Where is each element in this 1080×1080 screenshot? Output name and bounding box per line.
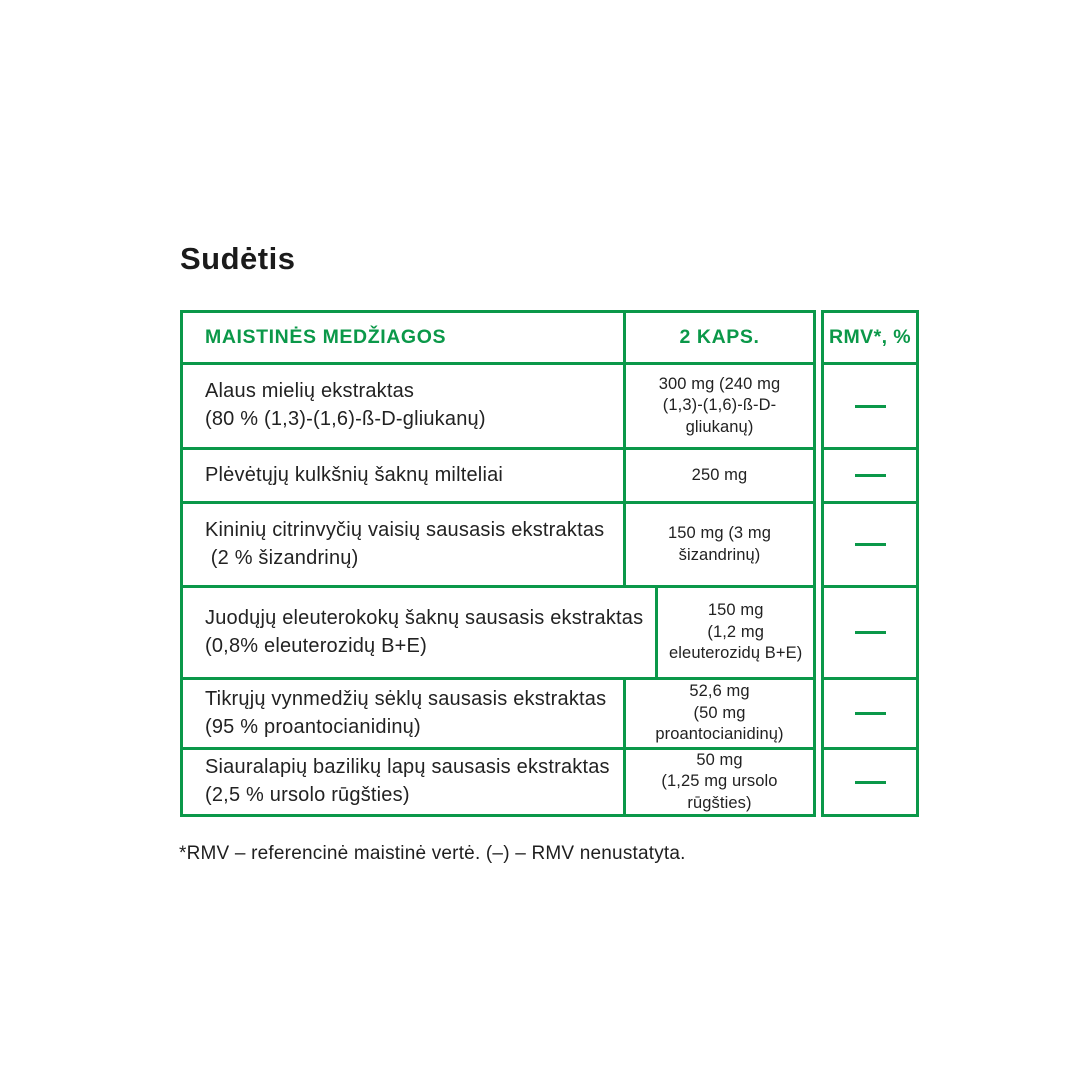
nutrient-name-line1: Kininių citrinvyčių vaisių sausasis ekstraktas: [205, 518, 605, 541]
nutrient-name-line1: Juodųjų eleuterokokų šaknų sausasis ekstraktas: [205, 606, 644, 629]
rmv-dash: [855, 631, 886, 634]
amount-cell: [623, 365, 813, 447]
nutrient-name-cell: [183, 365, 623, 447]
nutrient-name-line2: (95 % proantocianidinų): [205, 715, 421, 738]
table-row: [183, 588, 813, 680]
rmv-cell: [824, 750, 916, 814]
rmv-cell: [824, 504, 916, 588]
rmv-cell: [824, 588, 916, 680]
rmv-cell: [824, 680, 916, 750]
composition-table: [180, 310, 919, 817]
amount-cell: [623, 750, 813, 814]
amount-line2: (1,2 mg eleuterozidų B+E): [669, 622, 803, 663]
rmv-dash: [855, 543, 886, 546]
table-row: [183, 750, 813, 814]
nutrient-name-line1: Siauralapių bazilikų lapų sausasis ekstraktas: [205, 756, 610, 779]
table-row: [183, 680, 813, 750]
table-row: [183, 504, 813, 588]
rmv-dash: [855, 781, 886, 784]
table-row: [183, 365, 813, 450]
nutrient-name-line2: (0,8% eleuterozidų B+E): [205, 634, 427, 657]
amount-line2: (1,3)-(1,6)-ß-D-gliukanų): [662, 396, 777, 436]
nutrient-name-cell: [183, 504, 623, 585]
amount-cell: [623, 504, 813, 585]
amount-line2: (50 mg proantocianidinų): [655, 703, 784, 744]
nutrient-name-cell: [183, 680, 623, 747]
nutrients-amounts-box: [180, 310, 816, 817]
nutrient-name-line1: Tikrųjų vynmedžių sėklų sausasis ekstraktas: [205, 687, 607, 710]
rmv-dash: [855, 712, 886, 715]
rmv-column-box: [821, 310, 919, 817]
table-header-row: [183, 313, 813, 365]
nutrient-name-line2: (80 % (1,3)-(1,6)-ß-D-gliukanų): [205, 408, 486, 430]
nutrient-name-cell: [183, 588, 655, 677]
amount-line1: 300 mg (240 mg: [658, 374, 781, 393]
amount-line1: 150 mg (3 mg šizandrinų): [668, 524, 771, 564]
amount-line1: 50 mg: [696, 750, 743, 769]
amount-line1: 52,6 mg: [689, 682, 750, 701]
rmv-cell: [824, 450, 916, 504]
nutrient-name-cell: [183, 750, 623, 814]
rmv-cell: [824, 365, 916, 450]
rmv-dash: [855, 405, 886, 408]
rmv-footnote: *RMV – referencinė maistinė vertė. (–) – RMV nenustatyta.: [179, 843, 686, 864]
nutrient-name-line2: (2 % šizandrinų): [205, 546, 359, 569]
header-per-serving: 2 KAPS.: [623, 313, 813, 362]
nutrient-name-line2: (2,5 % ursolo rūgšties): [205, 784, 410, 806]
nutrient-name-cell: [183, 450, 623, 501]
rmv-dash: [855, 474, 886, 477]
rmv-header-cell: [824, 313, 916, 365]
amount-line2: (1,25 mg ursolo rūgšties): [661, 772, 778, 812]
nutrient-name-line1: Plėvėtųjų kulkšnių šaknų milteliai: [205, 463, 504, 486]
nutrient-name-line1: Alaus mielių ekstraktas: [205, 380, 415, 403]
amount-cell: [623, 680, 813, 747]
header-nutrients: MAISTINĖS MEDŽIAGOS: [205, 326, 447, 348]
amount-cell: [655, 588, 813, 677]
amount-line1: 250 mg: [691, 465, 748, 484]
header-rmv: RMV*, %: [829, 326, 911, 348]
table-row: [183, 450, 813, 504]
amount-cell: [623, 450, 813, 501]
amount-line1: 150 mg: [707, 601, 764, 620]
page-title: Sudėtis: [180, 241, 296, 276]
